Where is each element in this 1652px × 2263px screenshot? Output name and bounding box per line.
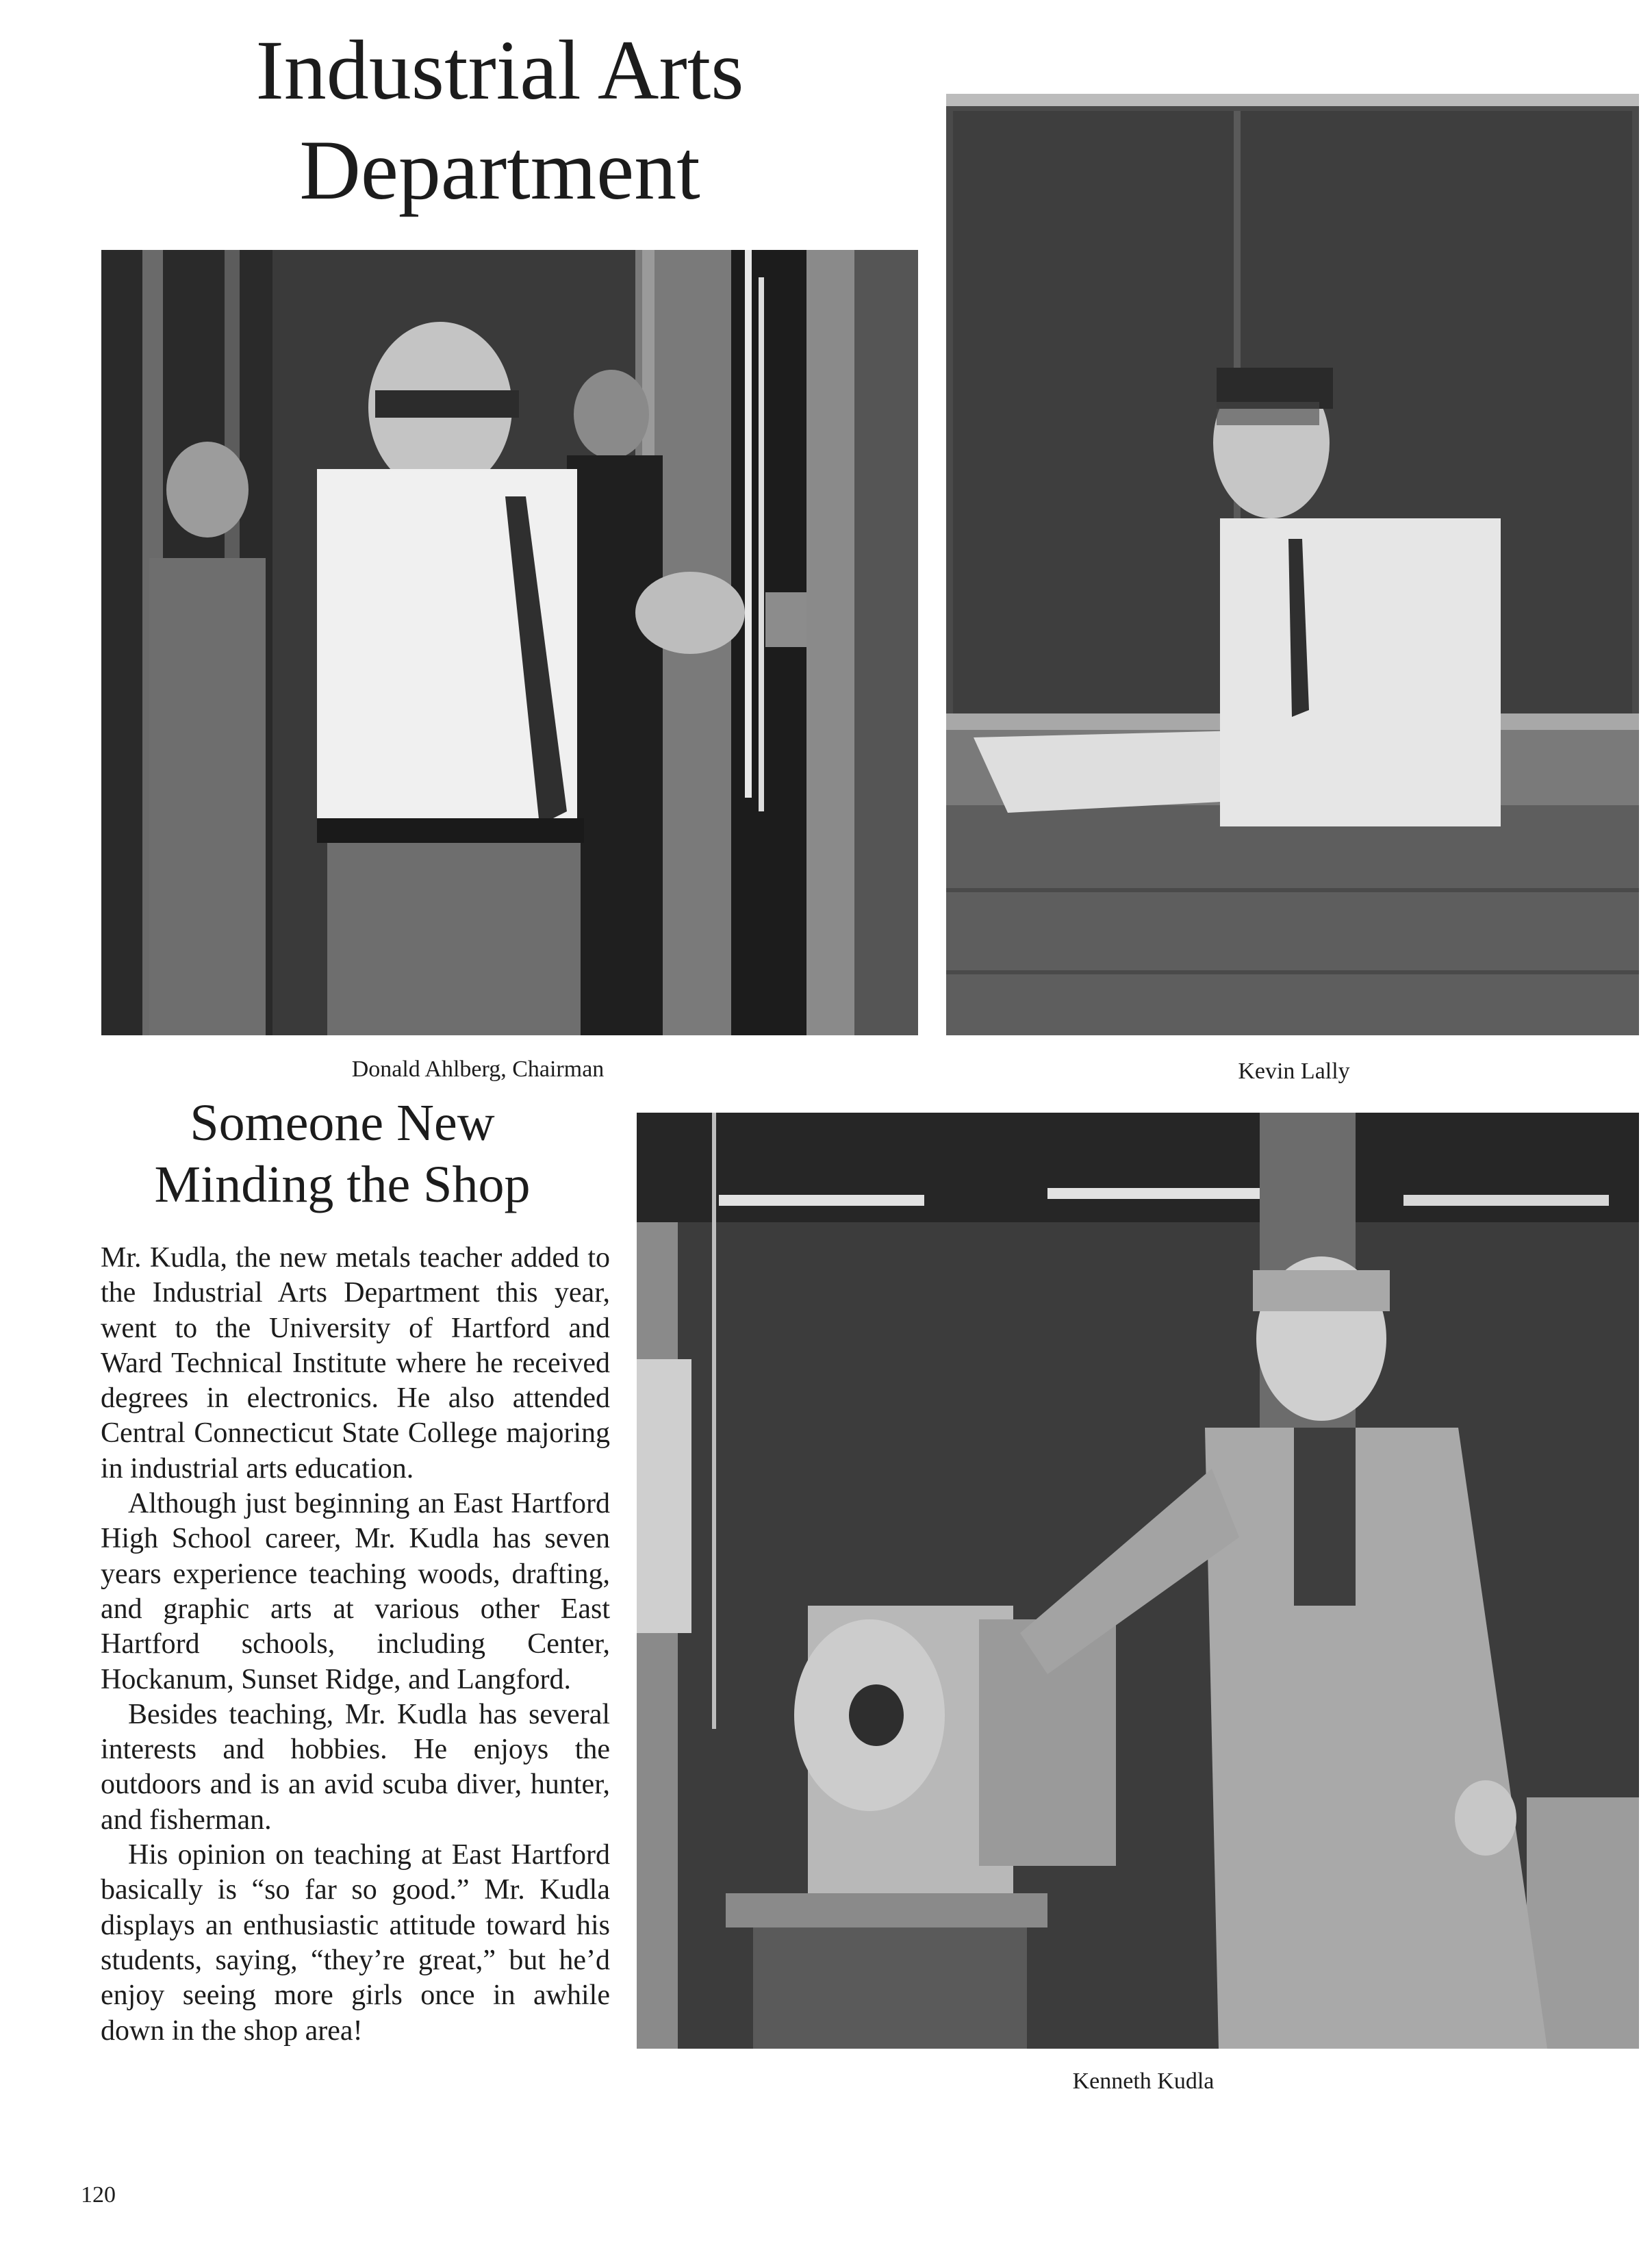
photo-caption-kenneth-kudla: Kenneth Kudla xyxy=(1072,2069,1215,2094)
photo-kevin-lally xyxy=(946,94,1639,1035)
photo-caption-donald-ahlberg: Donald Ahlberg, Chairman xyxy=(351,1057,605,1082)
page-title-line-2: Department xyxy=(299,123,700,217)
page-title-line-1: Industrial Arts xyxy=(255,23,744,117)
article-paragraph-3: Besides teaching, Mr. Kudla has several interests and hobbies. He enjoys the outdoors and is an avid scuba diver, hunter, and fisherman. xyxy=(101,1698,610,1836)
photo-kenneth-kudla xyxy=(637,1113,1639,2049)
article-body xyxy=(101,1241,610,2049)
article-paragraph-1: Mr. Kudla, the new metals teacher added to the Industrial Arts Department this year, went to the University of Hartford and Ward Technical Institute where he received degrees in electronics. He also attended Central Connecticut State College majoring in industrial arts education. xyxy=(101,1242,610,1484)
page-number: 120 xyxy=(81,2182,116,2208)
page-title xyxy=(171,21,828,220)
article-heading xyxy=(103,1092,582,1215)
article-paragraph-4: His opinion on teaching at East Hartford basically is “so far so good.” Mr. Kudla displays an enthusiastic attitude toward his students, saying, “they’re great,” but he’d enjoy seeing more girls once in awhile down in the shop area! xyxy=(101,1839,610,2047)
photo-caption-kevin-lally: Kevin Lally xyxy=(1238,1059,1350,1084)
article-heading-line-1: Someone New xyxy=(190,1094,495,1152)
article-heading-line-2: Minding the Shop xyxy=(154,1156,531,1213)
article-paragraph-2: Although just beginning an East Hartford High School career, Mr. Kudla has seven years experience teaching woods, drafting, and graphic arts at various other East Hartford schools, including Center, Hockanum, Sunset Ridge, and Langford. xyxy=(101,1488,610,1695)
photo-donald-ahlberg xyxy=(101,250,918,1035)
